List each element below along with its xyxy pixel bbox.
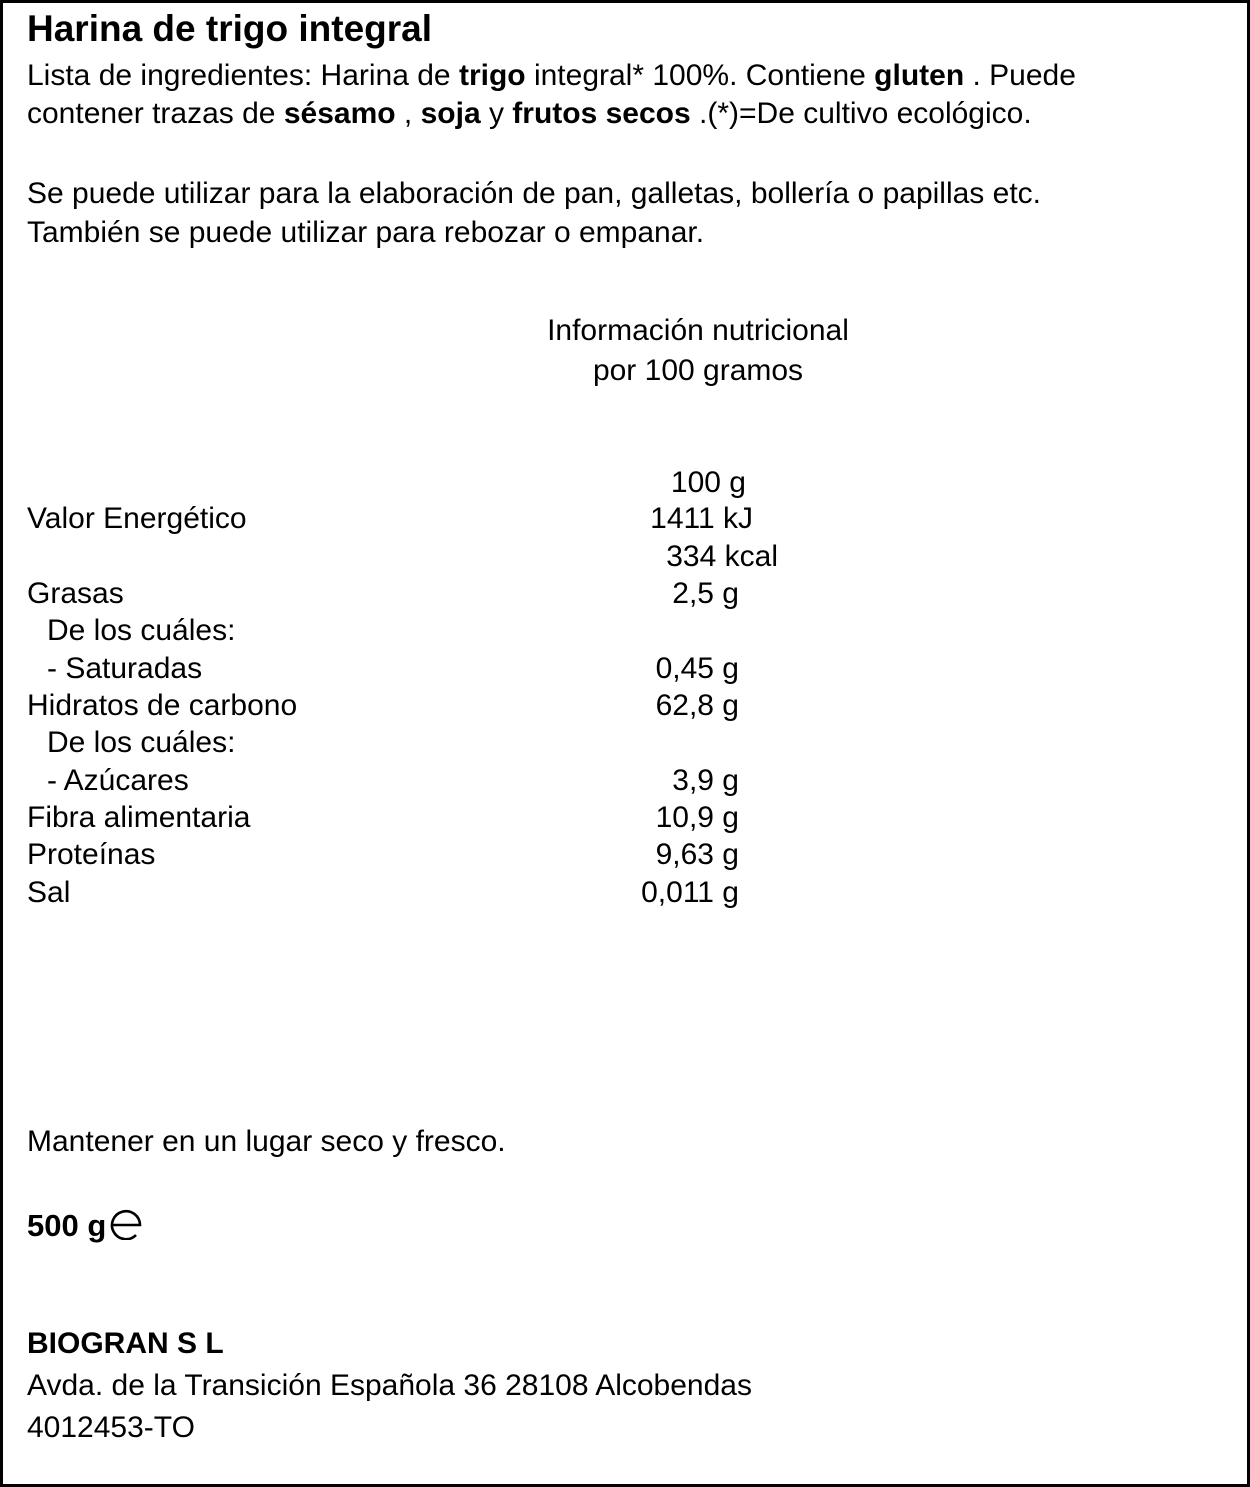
allergen-nuts: frutos secos bbox=[512, 97, 691, 130]
ingredients-line-2 bbox=[27, 95, 1032, 133]
allergen-sesame: sésamo bbox=[283, 97, 396, 130]
nutrition-row-value: 334 kcal bbox=[666, 540, 778, 573]
nutrition-row-value: 10,9 g bbox=[655, 801, 739, 834]
net-weight-value: 500 g bbox=[27, 1208, 107, 1243]
usage-line-2: También se puede utilizar para rebozar o empanar. bbox=[27, 216, 705, 249]
ingredients-line-1 bbox=[27, 57, 1076, 95]
company-address: Avda. de la Transición Española 36 28108 Alcobendas bbox=[27, 1369, 752, 1402]
nutrition-row-value: 0,011 g bbox=[641, 876, 739, 909]
ingredients-text: , bbox=[395, 97, 421, 130]
net-weight bbox=[27, 1207, 145, 1249]
nutrition-row-value: 0,45 g bbox=[655, 652, 739, 685]
nutrition-heading: Información nutricional bbox=[547, 314, 849, 347]
allergen-soy: soja bbox=[420, 97, 481, 130]
nutrition-row-label: Fibra alimentaria bbox=[27, 801, 251, 834]
usage-line-1: Se puede utilizar para la elaboración de pan, galletas, bollería o papillas etc. bbox=[27, 177, 1041, 210]
nutrition-row-value: 1411 kJ bbox=[650, 502, 753, 535]
nutrition-row-label: De los cuáles: bbox=[47, 726, 236, 759]
nutrition-row-label: Grasas bbox=[27, 577, 124, 610]
product-title: Harina de trigo integral bbox=[27, 8, 433, 49]
estimated-sign-icon bbox=[109, 1208, 145, 1249]
nutrition-row-label: Valor Energético bbox=[27, 502, 247, 535]
nutrition-row-label: De los cuáles: bbox=[47, 614, 236, 647]
nutrition-column-header: 100 g bbox=[670, 466, 746, 499]
ingredients-text: y bbox=[480, 97, 513, 130]
company-name: BIOGRAN S L bbox=[27, 1327, 224, 1360]
nutrition-subheading: por 100 gramos bbox=[592, 354, 804, 387]
nutrition-row-label: Proteínas bbox=[27, 838, 156, 871]
allergen-gluten: gluten bbox=[874, 59, 965, 92]
ingredients-text: contener trazas de bbox=[27, 97, 284, 130]
nutrition-row-label: - Azúcares bbox=[47, 764, 189, 797]
company-code: 4012453-TO bbox=[27, 1411, 195, 1444]
ingredients-text: integral* 100%. Contiene bbox=[525, 59, 875, 92]
nutrition-row-label: Sal bbox=[27, 876, 71, 909]
ingredients-text: Lista de ingredientes: Harina de bbox=[27, 59, 459, 92]
nutrition-row-label: Hidratos de carbono bbox=[27, 689, 298, 722]
nutrition-row-value: 9,63 g bbox=[655, 838, 739, 871]
nutrition-row-label: - Saturadas bbox=[47, 652, 203, 685]
ingredients-text: .(*)=De cultivo ecológico. bbox=[690, 97, 1032, 130]
nutrition-row-value: 2,5 g bbox=[672, 577, 739, 610]
nutrition-row-value: 62,8 g bbox=[655, 689, 739, 722]
nutrition-row-value: 3,9 g bbox=[672, 764, 739, 797]
ingredients-text: . Puede bbox=[964, 59, 1076, 92]
allergen-wheat: trigo bbox=[458, 59, 526, 92]
storage-instructions: Mantener en un lugar seco y fresco. bbox=[27, 1125, 506, 1158]
